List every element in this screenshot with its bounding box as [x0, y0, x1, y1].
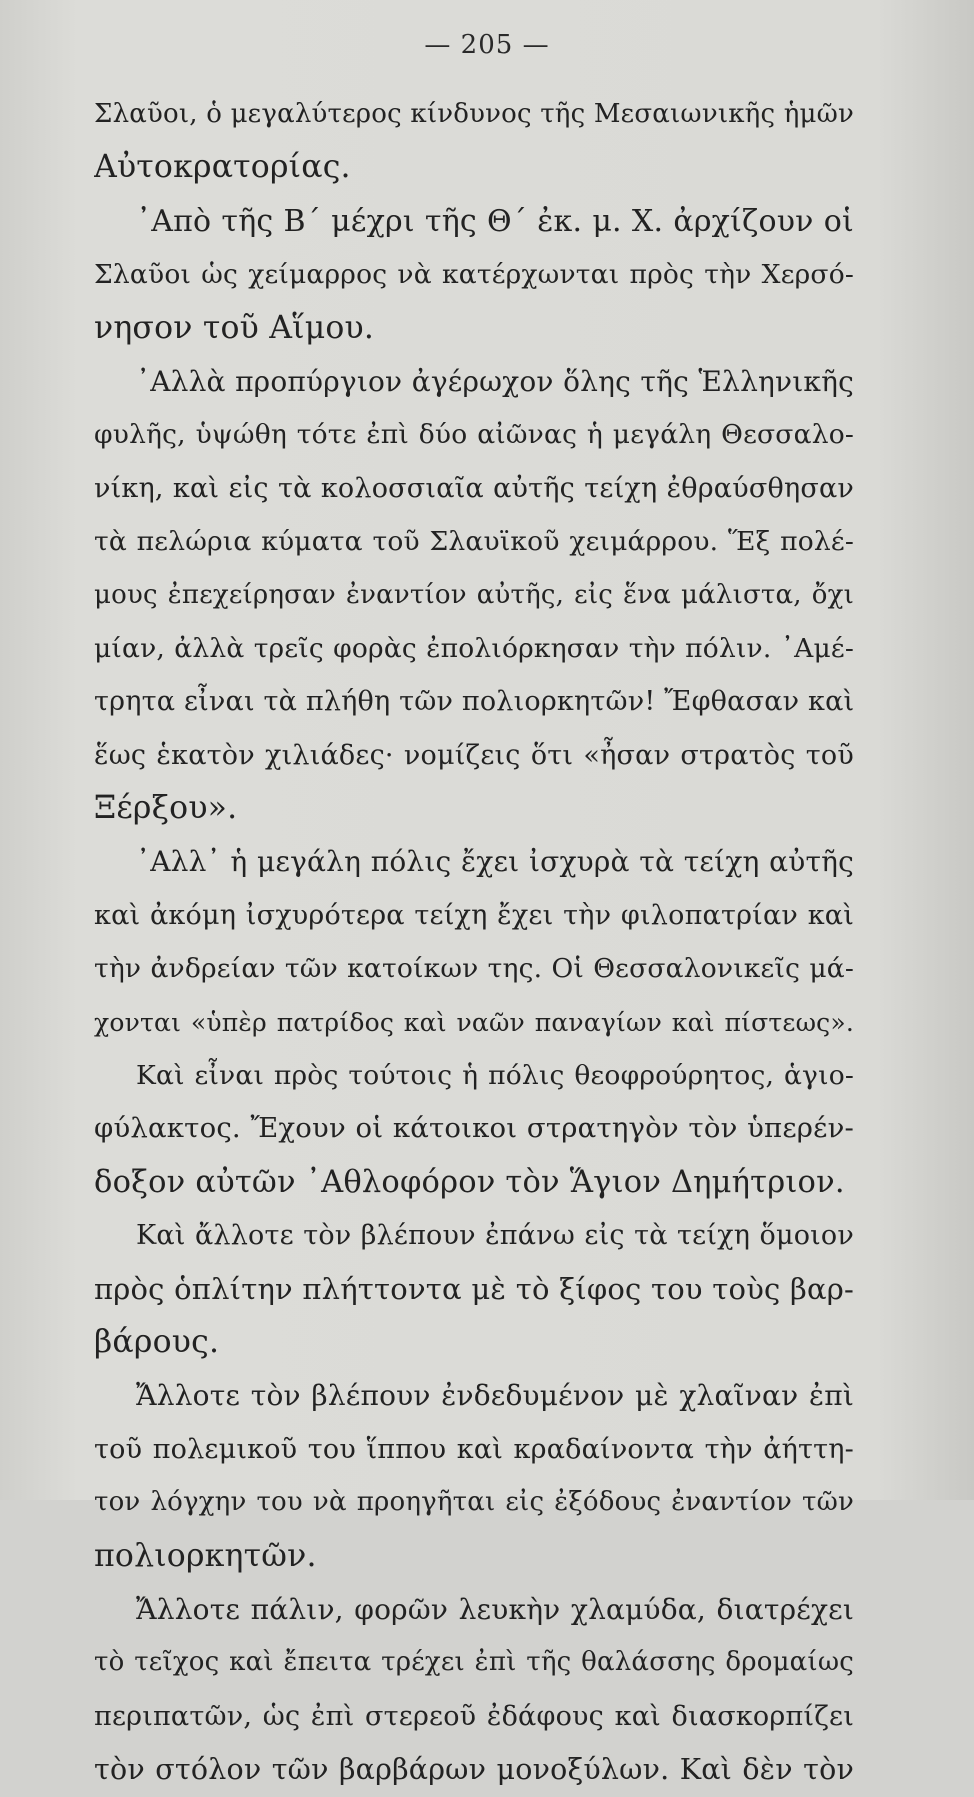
text-line: νησον τοῦ Αἵμου.	[94, 309, 375, 346]
text-line: μίαν, ἀλλὰ τρεῖς φορὰς ἐπολιόρκησαν τὴν πόλιν. ᾿Αμέ-	[94, 632, 854, 664]
text-line: ᾿Αλλὰ προπύργιον ἀγέρωχον ὅλης τῆς Ἑλληνικῆς	[136, 364, 854, 398]
text-line: τὰ πελώρια κύματα τοῦ Σλαυϊκοῦ χειμάρρου. Ἕξ πολέ-	[94, 526, 854, 558]
text-line: Σλαῦοι ὡς χείμαρρος νὰ κατέρχωνται πρὸς τὴν Χερσό-	[94, 259, 854, 291]
text-line: μους ἐπεχείρησαν ἐναντίον αὐτῆς, εἰς ἕνα μάλιστα, ὄχι	[94, 579, 854, 610]
text-line: Ἄλλοτε τὸν βλέπουν ἐνδεδυμένον μὲ χλαῖναν ἐπὶ	[136, 1379, 854, 1413]
text-line: τον λόγχην του νὰ προηγῆται εἰς ἐξόδους ἐναντίον τῶν	[94, 1487, 854, 1518]
text-line: φύλακτος. Ἔχουν οἱ κάτοικοι στρατηγὸν τὸν ὑπερέν-	[94, 1112, 854, 1145]
text-line: Ἄλλοτε πάλιν, φορῶν λευκὴν χλαμύδα, διατρέχει	[136, 1592, 854, 1626]
text-line: ᾿Αλλ᾿ ἡ μεγάλη πόλις ἔχει ἰσχυρὰ τὰ τείχη αὐτῆς	[136, 845, 854, 879]
text-line: πρὸς ὁπλίτην πλήττοντα μὲ τὸ ξίφος του τοὺς βαρ-	[94, 1271, 854, 1306]
text-line: βάρους.	[94, 1323, 220, 1360]
text-line: ἕως ἑκατὸν χιλιάδες· νομίζεις ὅτι «ἦσαν στρατὸς τοῦ	[94, 739, 854, 771]
text-line: φυλῆς, ὑψώθη τότε ἐπὶ δύο αἰῶνας ἡ μεγάλη Θεσσαλο-	[94, 419, 854, 451]
page-number: — 205 —	[424, 30, 550, 60]
text-line: τὸ τεῖχος καὶ ἔπειτα τρέχει ἐπὶ τῆς θαλάσσης δρομαίως	[94, 1647, 854, 1678]
text-line: Ξέρξου».	[94, 790, 238, 827]
text-line: δοξον αὐτῶν ᾿Αθλοφόρον τὸν Ἅγιον Δημήτριον.	[94, 1164, 845, 1200]
text-line: καὶ ἀκόμη ἰσχυρότερα τείχη ἔχει τὴν φιλοπατρίαν καὶ	[94, 899, 854, 931]
text-line: τὴν ἀνδρείαν τῶν κατοίκων της. Οἱ Θεσσαλονικεῖς μά-	[94, 953, 854, 985]
text-line: ᾿Απὸ τῆς Β΄ μέχρι τῆς Θ΄ ἐκ. μ. Χ. ἀρχίζουν οἱ	[136, 203, 854, 239]
text-line: πολιορκητῶν.	[94, 1537, 317, 1574]
text-line: χονται «ὑπὲρ πατρίδος καὶ ναῶν παναγίων καὶ πίστεως».	[94, 1007, 854, 1037]
text-line: νίκη, καὶ εἰς τὰ κολοσσιαῖα αὐτῆς τείχη ἐθραύσθησαν	[94, 472, 854, 504]
text-line: Καὶ ἄλλοτε τὸν βλέπουν ἐπάνω εἰς τὰ τείχη ὅμοιον	[136, 1220, 854, 1252]
text-line: τοῦ πολεμικοῦ του ἵππου καὶ κραδαίνοντα τὴν ἀήττη-	[94, 1433, 854, 1465]
text-line: Σλαῦοι, ὁ μεγαλύτερος κίνδυνος τῆς Μεσαιωνικῆς ἡμῶν	[94, 99, 854, 129]
text-line: τὸν στόλον τῶν βαρβάρων μονοξύλων. Καὶ δὲν τὸν	[94, 1753, 854, 1787]
text-line: Αὐτοκρατορίας.	[94, 149, 351, 186]
text-line: Καὶ εἶναι πρὸς τούτοις ἡ πόλις θεοφρούρητος, ἁγιο-	[136, 1060, 854, 1092]
text-line: περιπατῶν, ὡς ἐπὶ στερεοῦ ἐδάφους καὶ διασκορπίζει	[94, 1700, 854, 1732]
page-body-text	[94, 88, 854, 1797]
text-line: τρητα εἶναι τὰ πλήθη τῶν πολιορκητῶν! Ἔφθασαν καὶ	[94, 686, 854, 718]
